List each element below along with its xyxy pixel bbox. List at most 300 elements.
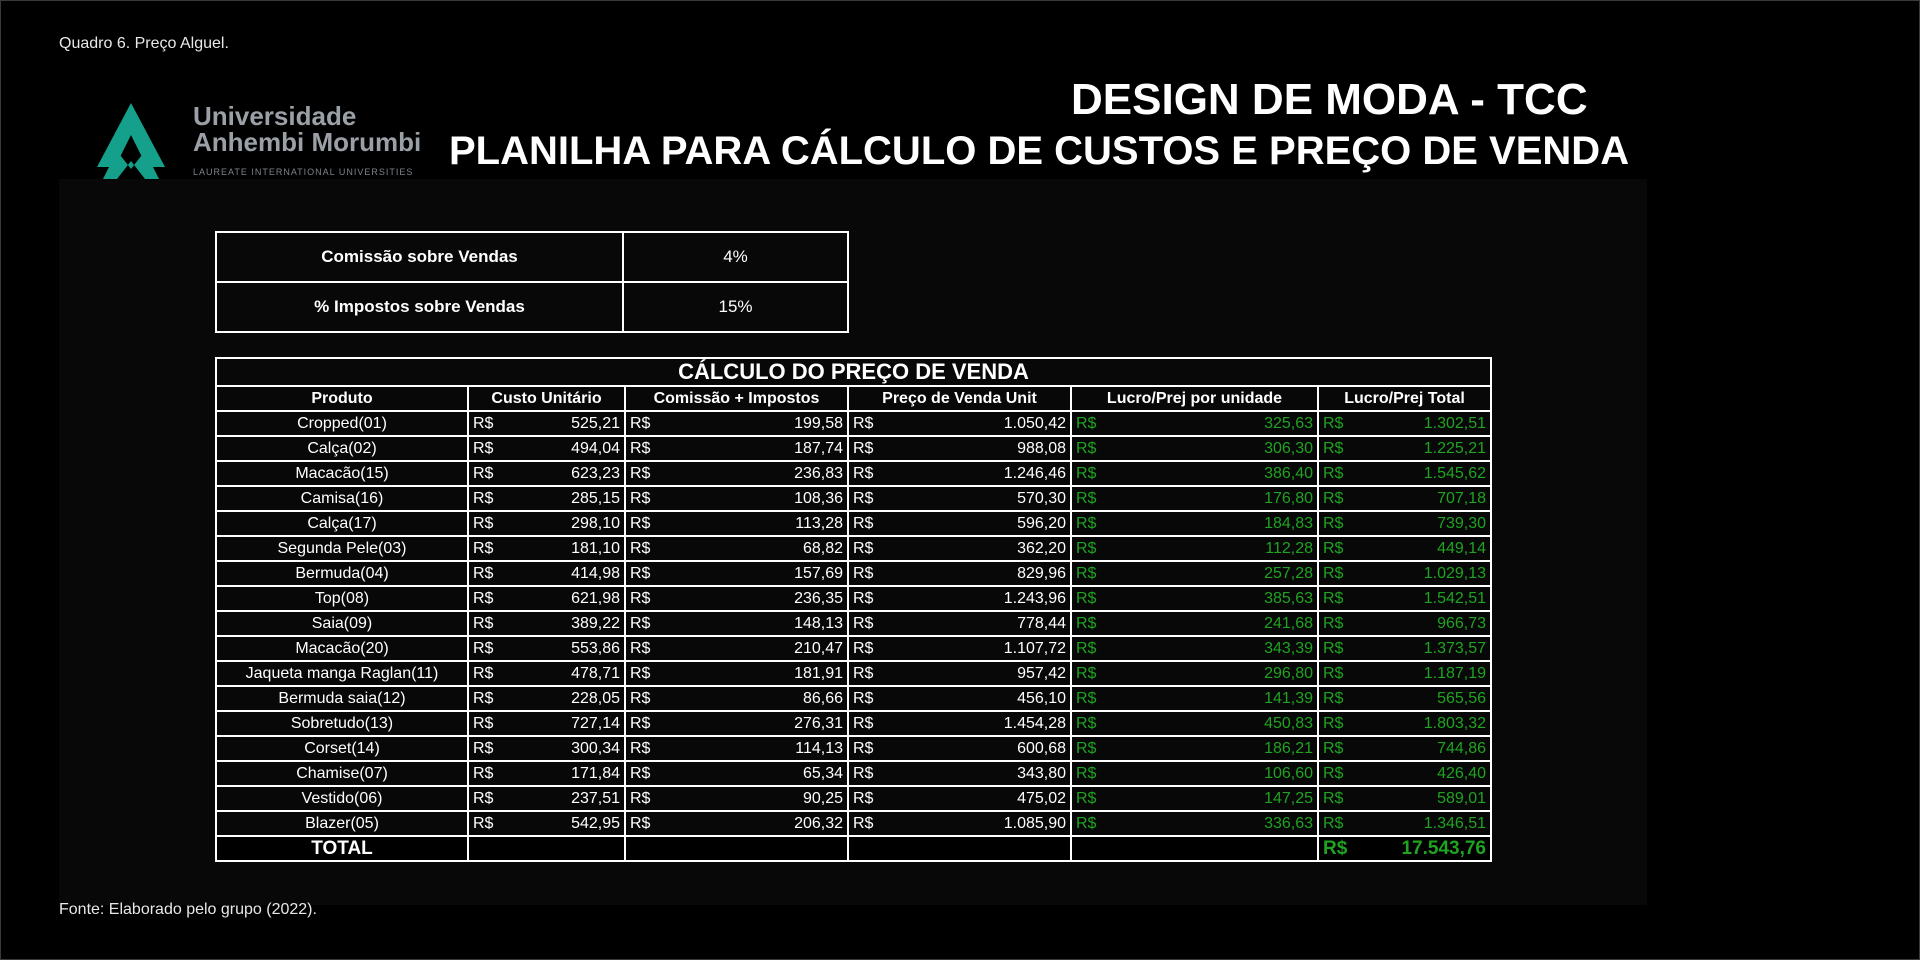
currency-symbol: R$: [1323, 689, 1344, 707]
cell-value: 1.107,72: [1003, 639, 1066, 657]
currency-symbol: R$: [853, 814, 874, 832]
cell-value: 542,95: [571, 814, 620, 832]
param-label: % Impostos sobre Vendas: [216, 282, 623, 332]
comissao-impostos-cell: [625, 811, 848, 836]
lucro-total-cell: [1318, 611, 1491, 636]
preco-venda-cell: [848, 611, 1071, 636]
cell-value: 157,69: [794, 564, 843, 582]
currency-symbol: R$: [473, 789, 494, 807]
cell-value: 553,86: [571, 639, 620, 657]
header-produto: Produto: [216, 386, 468, 411]
currency-symbol: R$: [853, 589, 874, 607]
lucro-unidade-cell: [1071, 636, 1318, 661]
lucro-total-cell: [1318, 711, 1491, 736]
produto-cell: Sobretudo(13): [216, 711, 468, 736]
currency-symbol: R$: [1323, 539, 1344, 557]
cell-value: 596,20: [1017, 514, 1066, 532]
cell-value: 727,14: [571, 714, 620, 732]
lucro-total-cell: [1318, 561, 1491, 586]
cell-value: 1.302,51: [1423, 414, 1486, 432]
produto-cell: Calça(17): [216, 511, 468, 536]
produto-cell: Top(08): [216, 586, 468, 611]
total-empty-cell: [1071, 836, 1318, 861]
lucro-unidade-cell: [1071, 586, 1318, 611]
currency-symbol: R$: [473, 414, 494, 432]
cell-value: 565,56: [1437, 689, 1486, 707]
currency-symbol: R$: [630, 414, 651, 432]
comissao-impostos-cell: [625, 536, 848, 561]
figure-caption: Quadro 6. Preço Alguel.: [59, 35, 229, 52]
cell-value: 600,68: [1017, 739, 1066, 757]
custo-unitario-cell: [468, 586, 625, 611]
cell-value: 147,25: [1264, 789, 1313, 807]
param-label: Comissão sobre Vendas: [216, 232, 623, 282]
table-row: [216, 411, 1491, 436]
comissao-impostos-cell: [625, 761, 848, 786]
preco-venda-cell: [848, 411, 1071, 436]
table-row: [216, 811, 1491, 836]
currency-symbol: R$: [1076, 464, 1097, 482]
cell-value: 988,08: [1017, 439, 1066, 457]
custo-unitario-cell: [468, 436, 625, 461]
lucro-total-cell: [1318, 686, 1491, 711]
cell-value: 228,05: [571, 689, 620, 707]
logo-line-3: LAUREATE INTERNATIONAL UNIVERSITIES: [193, 167, 414, 177]
cell-value: 148,13: [794, 614, 843, 632]
cell-value: 1.373,57: [1423, 639, 1486, 657]
lucro-total-cell: [1318, 486, 1491, 511]
custo-unitario-cell: [468, 561, 625, 586]
lucro-total-cell: [1318, 461, 1491, 486]
cell-value: 829,96: [1017, 564, 1066, 582]
lucro-total-cell: [1318, 786, 1491, 811]
total-empty-cell: [848, 836, 1071, 861]
comissao-impostos-cell: [625, 561, 848, 586]
cell-value: 739,30: [1437, 514, 1486, 532]
lucro-unidade-cell: [1071, 736, 1318, 761]
currency-symbol: R$: [1323, 764, 1344, 782]
currency-symbol: R$: [630, 489, 651, 507]
sheet-subtitle: PLANILHA PARA CÁLCULO DE CUSTOS E PREÇO DE VENDA: [449, 129, 1630, 173]
currency-symbol: R$: [630, 589, 651, 607]
produto-cell: Blazer(05): [216, 811, 468, 836]
currency-symbol: R$: [630, 664, 651, 682]
total-label: TOTAL: [216, 836, 468, 861]
cell-value: 237,51: [571, 789, 620, 807]
currency-symbol: R$: [853, 414, 874, 432]
cell-value: 1.454,28: [1003, 714, 1066, 732]
cell-value: 184,83: [1264, 514, 1313, 532]
lucro-total-cell: [1318, 736, 1491, 761]
cell-value: 414,98: [571, 564, 620, 582]
lucro-unidade-cell: [1071, 611, 1318, 636]
lucro-total-cell: [1318, 411, 1491, 436]
lucro-unidade-cell: [1071, 761, 1318, 786]
preco-venda-cell: [848, 511, 1071, 536]
lucro-total-cell: [1318, 511, 1491, 536]
table-row: [216, 736, 1491, 761]
custo-unitario-cell: [468, 486, 625, 511]
cell-value: 236,83: [794, 464, 843, 482]
currency-symbol: R$: [630, 814, 651, 832]
comissao-impostos-cell: [625, 686, 848, 711]
table-row: [216, 761, 1491, 786]
comissao-impostos-cell: [625, 461, 848, 486]
cell-value: 296,80: [1264, 664, 1313, 682]
currency-symbol: R$: [1076, 664, 1097, 682]
comissao-impostos-cell: [625, 661, 848, 686]
cell-value: 744,86: [1437, 739, 1486, 757]
currency-symbol: R$: [630, 714, 651, 732]
cell-value: 494,04: [571, 439, 620, 457]
table-row: [216, 611, 1491, 636]
currency-symbol: R$: [630, 439, 651, 457]
param-value: 15%: [623, 282, 848, 332]
cell-value: 113,28: [795, 514, 843, 532]
lucro-total-cell: [1318, 586, 1491, 611]
cell-value: 449,14: [1437, 539, 1486, 557]
currency-symbol: R$: [853, 439, 874, 457]
total-empty-cell: [468, 836, 625, 861]
currency-symbol: R$: [1076, 514, 1097, 532]
lucro-unidade-cell: [1071, 436, 1318, 461]
header-custo: Custo Unitário: [468, 386, 625, 411]
currency-symbol: R$: [1323, 814, 1344, 832]
currency-symbol: R$: [853, 689, 874, 707]
lucro-total-cell: [1318, 661, 1491, 686]
currency-symbol: R$: [1323, 464, 1344, 482]
lucro-unidade-cell: [1071, 411, 1318, 436]
header-row: [216, 386, 1491, 411]
cell-value: 210,47: [794, 639, 843, 657]
currency-symbol: R$: [630, 514, 651, 532]
preco-venda-cell: [848, 536, 1071, 561]
currency-symbol: R$: [473, 464, 494, 482]
header-comissao: Comissão + Impostos: [625, 386, 848, 411]
cell-value: 276,31: [794, 714, 843, 732]
cell-value: 306,30: [1264, 439, 1313, 457]
cell-value: 106,60: [1264, 764, 1313, 782]
cell-value: 1.225,21: [1423, 439, 1486, 457]
cell-value: 966,73: [1437, 614, 1486, 632]
currency-symbol: R$: [1323, 837, 1348, 859]
preco-venda-cell: [848, 686, 1071, 711]
currency-symbol: R$: [630, 464, 651, 482]
currency-symbol: R$: [1076, 739, 1097, 757]
cell-value: 386,40: [1264, 464, 1313, 482]
lucro-unidade-cell: [1071, 686, 1318, 711]
cell-value: 86,66: [802, 689, 843, 707]
produto-cell: Macacão(15): [216, 461, 468, 486]
logo-line-1: Universidade: [193, 101, 357, 131]
preco-venda-cell: [848, 436, 1071, 461]
table-row: [216, 661, 1491, 686]
comissao-impostos-cell: [625, 436, 848, 461]
cell-value: 171,84: [571, 764, 620, 782]
cell-value: 1.803,32: [1423, 714, 1486, 732]
cell-value: 181,10: [571, 539, 620, 557]
currency-symbol: R$: [853, 539, 874, 557]
price-calculation-table: [215, 357, 1492, 862]
cell-value: 1.545,62: [1423, 464, 1486, 482]
cell-value: 68,82: [802, 539, 843, 557]
currency-symbol: R$: [1076, 414, 1097, 432]
cell-value: 475,02: [1017, 789, 1066, 807]
currency-symbol: R$: [853, 664, 874, 682]
cell-value: 778,44: [1017, 614, 1066, 632]
cell-value: 1.085,90: [1003, 814, 1066, 832]
currency-symbol: R$: [853, 614, 874, 632]
cell-value: 325,63: [1264, 414, 1313, 432]
currency-symbol: R$: [473, 689, 494, 707]
preco-venda-cell: [848, 636, 1071, 661]
cell-value: 112,28: [1265, 539, 1313, 557]
university-logo: [97, 101, 442, 185]
produto-cell: Bermuda(04): [216, 561, 468, 586]
header-lucro-unidade: Lucro/Prej por unidade: [1071, 386, 1318, 411]
cell-value: 187,74: [794, 439, 843, 457]
calc-body: [216, 411, 1491, 861]
custo-unitario-cell: [468, 611, 625, 636]
comissao-impostos-cell: [625, 411, 848, 436]
cell-value: 623,23: [571, 464, 620, 482]
currency-symbol: R$: [1076, 564, 1097, 582]
parameters-table: [215, 231, 849, 333]
cell-value: 525,21: [571, 414, 620, 432]
table-row: [216, 561, 1491, 586]
cell-value: 957,42: [1017, 664, 1066, 682]
currency-symbol: R$: [853, 464, 874, 482]
comissao-impostos-cell: [625, 611, 848, 636]
preco-venda-cell: [848, 761, 1071, 786]
currency-symbol: R$: [853, 739, 874, 757]
lucro-total-cell: [1318, 761, 1491, 786]
cell-value: 456,10: [1017, 689, 1066, 707]
table-row: [216, 586, 1491, 611]
lucro-unidade-cell: [1071, 561, 1318, 586]
currency-symbol: R$: [473, 539, 494, 557]
currency-symbol: R$: [473, 439, 494, 457]
preco-venda-cell: [848, 811, 1071, 836]
currency-symbol: R$: [853, 489, 874, 507]
currency-symbol: R$: [853, 639, 874, 657]
currency-symbol: R$: [473, 739, 494, 757]
custo-unitario-cell: [468, 536, 625, 561]
cell-value: 257,28: [1264, 564, 1313, 582]
currency-symbol: R$: [473, 764, 494, 782]
currency-symbol: R$: [853, 514, 874, 532]
table-row: [216, 711, 1491, 736]
custo-unitario-cell: [468, 811, 625, 836]
cell-value: 1.050,42: [1003, 414, 1066, 432]
currency-symbol: R$: [630, 539, 651, 557]
preco-venda-cell: [848, 486, 1071, 511]
produto-cell: Bermuda saia(12): [216, 686, 468, 711]
table-row: [216, 436, 1491, 461]
cell-value: 450,83: [1264, 714, 1313, 732]
cell-value: 206,32: [794, 814, 843, 832]
custo-unitario-cell: [468, 761, 625, 786]
currency-symbol: R$: [630, 789, 651, 807]
cell-value: 426,40: [1437, 764, 1486, 782]
produto-cell: Jaqueta manga Raglan(11): [216, 661, 468, 686]
param-value: 4%: [623, 232, 848, 282]
lucro-unidade-cell: [1071, 661, 1318, 686]
custo-unitario-cell: [468, 511, 625, 536]
lucro-unidade-cell: [1071, 511, 1318, 536]
cell-value: 241,68: [1264, 614, 1313, 632]
currency-symbol: R$: [630, 764, 651, 782]
cell-value: 186,21: [1264, 739, 1313, 757]
cell-value: 1.187,19: [1423, 664, 1486, 682]
custo-unitario-cell: [468, 686, 625, 711]
cell-value: 176,80: [1264, 489, 1313, 507]
currency-symbol: R$: [630, 564, 651, 582]
lucro-unidade-cell: [1071, 486, 1318, 511]
custo-unitario-cell: [468, 661, 625, 686]
cell-value: 336,63: [1264, 814, 1313, 832]
total-value: 17.543,76: [1401, 837, 1486, 859]
lucro-total-cell: [1318, 811, 1491, 836]
currency-symbol: R$: [1323, 414, 1344, 432]
sheet-title: DESIGN DE MODA - TCC: [1071, 75, 1588, 124]
calc-table-title: CÁLCULO DO PREÇO DE VENDA: [216, 358, 1491, 386]
currency-symbol: R$: [1323, 439, 1344, 457]
cell-value: 65,34: [802, 764, 843, 782]
currency-symbol: R$: [1076, 764, 1097, 782]
total-empty-cell: [625, 836, 848, 861]
cell-value: 385,63: [1264, 589, 1313, 607]
comissao-impostos-cell: [625, 636, 848, 661]
cell-value: 707,18: [1437, 489, 1486, 507]
table-row: [216, 511, 1491, 536]
cell-value: 114,13: [795, 739, 843, 757]
cell-value: 108,36: [794, 489, 843, 507]
currency-symbol: R$: [630, 639, 651, 657]
cell-value: 1.029,13: [1423, 564, 1486, 582]
currency-symbol: R$: [1323, 639, 1344, 657]
cell-value: 1.246,46: [1003, 464, 1066, 482]
currency-symbol: R$: [473, 639, 494, 657]
currency-symbol: R$: [853, 789, 874, 807]
logo-line-2: Anhembi Morumbi: [193, 127, 422, 157]
currency-symbol: R$: [1076, 714, 1097, 732]
custo-unitario-cell: [468, 636, 625, 661]
comissao-impostos-cell: [625, 586, 848, 611]
currency-symbol: R$: [1076, 489, 1097, 507]
total-row: [216, 836, 1491, 861]
currency-symbol: R$: [1323, 664, 1344, 682]
produto-cell: Saia(09): [216, 611, 468, 636]
table-row: [216, 486, 1491, 511]
param-row: [216, 232, 848, 282]
currency-symbol: R$: [473, 814, 494, 832]
currency-symbol: R$: [1076, 814, 1097, 832]
currency-symbol: R$: [853, 564, 874, 582]
lucro-unidade-cell: [1071, 811, 1318, 836]
cell-value: 343,80: [1017, 764, 1066, 782]
comissao-impostos-cell: [625, 511, 848, 536]
cell-value: 589,01: [1437, 789, 1486, 807]
cell-value: 285,15: [571, 489, 620, 507]
currency-symbol: R$: [1323, 714, 1344, 732]
cell-value: 141,39: [1264, 689, 1313, 707]
comissao-impostos-cell: [625, 786, 848, 811]
produto-cell: Calça(02): [216, 436, 468, 461]
cell-value: 181,91: [794, 664, 843, 682]
currency-symbol: R$: [473, 589, 494, 607]
produto-cell: Vestido(06): [216, 786, 468, 811]
table-row: [216, 686, 1491, 711]
currency-symbol: R$: [630, 739, 651, 757]
lucro-unidade-cell: [1071, 786, 1318, 811]
lucro-total-cell: [1318, 436, 1491, 461]
custo-unitario-cell: [468, 736, 625, 761]
cell-value: 1.243,96: [1003, 589, 1066, 607]
table-row: [216, 536, 1491, 561]
cell-value: 199,58: [794, 414, 843, 432]
produto-cell: Macacão(20): [216, 636, 468, 661]
currency-symbol: R$: [1076, 539, 1097, 557]
currency-symbol: R$: [1076, 614, 1097, 632]
source-note: Fonte: Elaborado pelo grupo (2022).: [59, 901, 317, 918]
custo-unitario-cell: [468, 786, 625, 811]
currency-symbol: R$: [473, 714, 494, 732]
cell-value: 298,10: [571, 514, 620, 532]
comissao-impostos-cell: [625, 486, 848, 511]
currency-symbol: R$: [1323, 739, 1344, 757]
total-value-cell: [1318, 836, 1491, 861]
currency-symbol: R$: [1076, 639, 1097, 657]
lucro-unidade-cell: [1071, 536, 1318, 561]
currency-symbol: R$: [1076, 589, 1097, 607]
cell-value: 1.346,51: [1423, 814, 1486, 832]
currency-symbol: R$: [1323, 589, 1344, 607]
cell-value: 389,22: [571, 614, 620, 632]
produto-cell: Segunda Pele(03): [216, 536, 468, 561]
header-lucro-total: Lucro/Prej Total: [1318, 386, 1491, 411]
produto-cell: Camisa(16): [216, 486, 468, 511]
currency-symbol: R$: [1323, 489, 1344, 507]
custo-unitario-cell: [468, 461, 625, 486]
preco-venda-cell: [848, 736, 1071, 761]
comissao-impostos-cell: [625, 711, 848, 736]
preco-venda-cell: [848, 561, 1071, 586]
cell-value: 362,20: [1017, 539, 1066, 557]
currency-symbol: R$: [473, 564, 494, 582]
cell-value: 1.542,51: [1423, 589, 1486, 607]
currency-symbol: R$: [853, 764, 874, 782]
header-preco: Preço de Venda Unit: [848, 386, 1071, 411]
lucro-unidade-cell: [1071, 711, 1318, 736]
currency-symbol: R$: [1323, 514, 1344, 532]
currency-symbol: R$: [473, 664, 494, 682]
currency-symbol: R$: [853, 714, 874, 732]
currency-symbol: R$: [1076, 789, 1097, 807]
currency-symbol: R$: [473, 614, 494, 632]
comissao-impostos-cell: [625, 736, 848, 761]
currency-symbol: R$: [473, 489, 494, 507]
cell-value: 570,30: [1017, 489, 1066, 507]
produto-cell: Corset(14): [216, 736, 468, 761]
cell-value: 478,71: [571, 664, 620, 682]
lucro-total-cell: [1318, 636, 1491, 661]
preco-venda-cell: [848, 661, 1071, 686]
custo-unitario-cell: [468, 411, 625, 436]
currency-symbol: R$: [1323, 614, 1344, 632]
currency-symbol: R$: [1076, 439, 1097, 457]
cell-value: 236,35: [794, 589, 843, 607]
